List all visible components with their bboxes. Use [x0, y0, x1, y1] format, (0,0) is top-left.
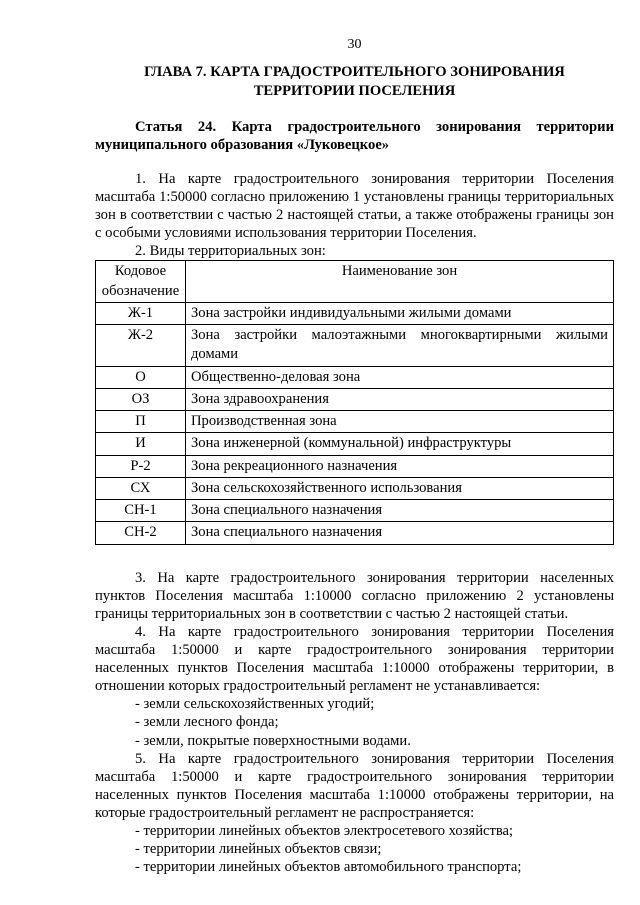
chapter-title: ГЛАВА 7. КАРТА ГРАДОСТРОИТЕЛЬНОГО ЗОНИРОВАНИЯ ТЕРРИТОРИИ ПОСЕЛЕНИЯ — [144, 64, 565, 99]
zone-code: ОЗ — [96, 388, 186, 410]
zone-name: Производственная зона — [186, 411, 614, 433]
header-name: Наименование зон — [186, 261, 614, 303]
table-row — [96, 411, 614, 433]
list-item: - территории линейных объектов связи; — [135, 841, 382, 858]
list-item: - земли лесного фонда; — [135, 714, 279, 731]
list-item: - земли, покрытые поверхностными водами. — [135, 732, 411, 749]
paragraph-1: 1. На карте градостроительного зонирования территории Поселения масштаба 1:50000 согласно приложению 1 установлены границы территориальных зон в соответствии с частью 2 настоящей статьи, а также отображены границы зон с особыми условиями использования территории Поселения. — [95, 171, 614, 242]
list-item: - территории линейных объектов автомобильного транспорта; — [135, 859, 522, 876]
zone-code: СХ — [96, 477, 186, 499]
zone-code: Ж-1 — [96, 302, 186, 324]
zone-name: Зона специального назначения — [186, 500, 614, 522]
page-number: 30 — [347, 37, 362, 52]
zone-code: Р-2 — [96, 455, 186, 477]
zone-name: Зона здравоохранения — [186, 388, 614, 410]
zone-name: Общественно-деловая зона — [186, 366, 614, 388]
list-item: - территории линейных объектов электросетевого хозяйства; — [135, 823, 514, 840]
zones-table-header — [96, 261, 614, 303]
paragraph-3: 3. На карте градостроительного зонирования территории населенных пунктов Поселения масштаба 1:10000 согласно приложению 2 установлены границы территориальных зон в соответствии с частью 2 настоящей статьи. — [95, 569, 614, 622]
table-row — [96, 302, 614, 324]
table-row — [96, 477, 614, 499]
table-row — [96, 388, 614, 410]
zone-name: Зона сельскохозяйственного использования — [186, 477, 614, 499]
paragraph-4: 4. На карте градостроительного зонирования территории Поселения масштаба 1:50000 и карте градостроительного зонирования территории населенных пунктов Поселения масштаба 1:10000 отображены территории, в отношении которых градостроительный регламент не устанавливается: — [95, 624, 614, 695]
document-page — [95, 36, 614, 876]
zone-code: П — [96, 411, 186, 433]
zones-table — [95, 260, 614, 544]
zone-code: СН-1 — [96, 500, 186, 522]
list-item: - земли сельскохозяйственных угодий; — [135, 696, 375, 713]
zone-code: Ж-2 — [96, 325, 186, 367]
header-code: Кодовое обозначение — [96, 261, 186, 303]
paragraph-5: 5. На карте градостроительного зонирования территории Поселения масштаба 1:50000 и карте градостроительного зонирования территории населенных пунктов Поселения масштаба 1:10000 отображены территории, на которые градостроительный регламент не распространяется: — [95, 750, 614, 821]
zone-name: Зона застройки индивидуальными жилыми домами — [186, 302, 614, 324]
zone-name: Зона специального назначения — [186, 522, 614, 544]
zone-code: СН-2 — [96, 522, 186, 544]
paragraph-2: 2. Виды территориальных зон: — [135, 243, 326, 260]
table-row — [96, 500, 614, 522]
table-row — [96, 433, 614, 455]
zone-name: Зона застройки малоэтажными многоквартирными жилыми домами — [186, 325, 614, 367]
zone-name: Зона рекреационного назначения — [186, 455, 614, 477]
zone-code: О — [96, 366, 186, 388]
table-row — [96, 366, 614, 388]
table-row — [96, 455, 614, 477]
zone-code: И — [96, 433, 186, 455]
zone-name: Зона инженерной (коммунальной) инфраструктуры — [186, 433, 614, 455]
article-title: Статья 24. Карта градостроительного зонирования территории муниципального образования «Луковецкое» — [95, 118, 614, 153]
table-row — [96, 522, 614, 544]
table-row — [96, 325, 614, 367]
